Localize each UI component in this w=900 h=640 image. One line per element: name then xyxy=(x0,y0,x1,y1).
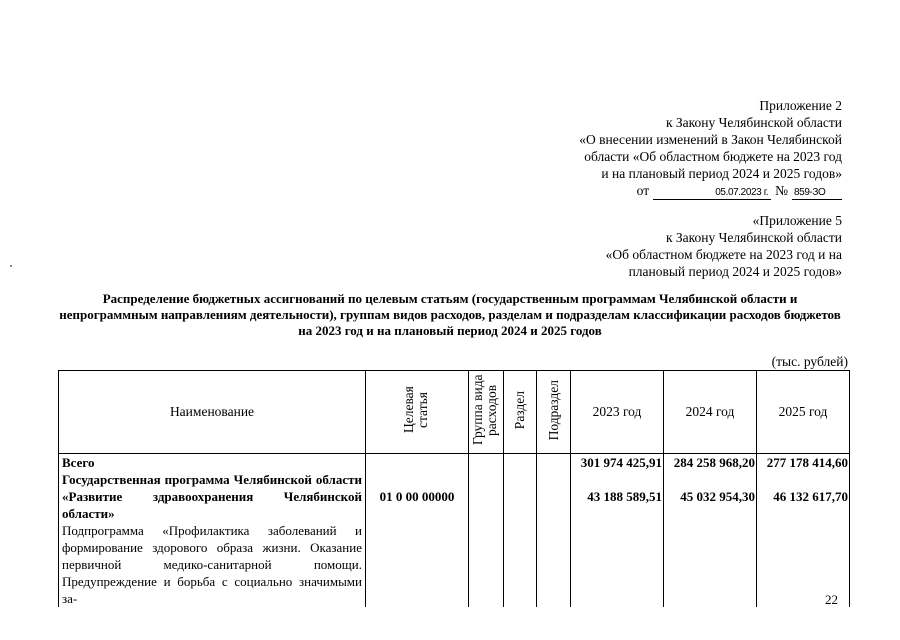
row-total-name: Всего xyxy=(62,455,95,470)
scan-speck xyxy=(10,265,12,267)
subsection-cell xyxy=(537,454,571,608)
row-subprogram-name: Подпрограмма «Профилактика заболеваний и формирование здорового образа жизни. Оказание первичной медико-санитарной помощи. Предупреждение и борьба с социально значимыми за- xyxy=(62,523,362,606)
total-2023: 301 974 425,91 xyxy=(580,455,662,470)
target-article-cell xyxy=(366,454,469,608)
total-2024: 284 258 968,20 xyxy=(673,455,755,470)
document-title: Распределение бюджетных ассигнований по целевым статьям (государственным программам Челябинской области и непрограммным направлениям деятельности), группам видов расходов, разделам и подразделам классификации расходов бюджетов на 2023 год и на плановый период 2024 и 2025 годов xyxy=(59,291,841,338)
header-section: Раздел xyxy=(504,371,537,454)
appendix-2-line: Приложение 2 xyxy=(759,98,842,113)
law-date: 05.07.2023 г. xyxy=(653,187,771,200)
header-name: Наименование xyxy=(59,371,366,454)
appendix-2-line: «О внесении изменений в Закон Челябинской xyxy=(579,132,842,147)
page-number: 22 xyxy=(825,592,838,607)
table-row xyxy=(59,454,850,608)
total-2025: 277 178 414,60 xyxy=(766,455,848,470)
appendix-5-line: «Приложение 5 xyxy=(752,213,842,228)
budget-table xyxy=(58,370,850,607)
appendix-5-line: плановый период 2024 и 2025 годов» xyxy=(628,264,842,279)
law-reference-line xyxy=(579,182,842,200)
row-program-name: Государственная программа Челябинской области «Развитие здравоохранения Челябинской области» xyxy=(62,472,362,521)
appendix-2-line: и на плановый период 2024 и 2025 годов» xyxy=(601,166,842,181)
table-header-row xyxy=(59,371,850,454)
program-2025: 46 132 617,70 xyxy=(773,489,848,504)
appendix-2-line: области «Об областном бюджете на 2023 год xyxy=(584,149,842,164)
units-label: (тыс. рублей) xyxy=(771,354,848,369)
appendix-5-line: к Закону Челябинской области xyxy=(665,230,842,245)
header-expense-group: Группа вида расходов xyxy=(469,371,504,454)
number-label: № xyxy=(775,183,788,198)
expense-group-cell xyxy=(469,454,504,608)
amount-2023-cell xyxy=(571,454,664,608)
amount-2024-cell xyxy=(664,454,757,608)
appendix-2-line: к Закону Челябинской области xyxy=(665,115,842,130)
amount-2025-cell xyxy=(757,454,850,608)
program-2023: 43 188 589,51 xyxy=(587,489,662,504)
appendix-5-line: «Об областном бюджете на 2023 год и на xyxy=(605,247,842,262)
appendix-2-header xyxy=(579,97,842,200)
program-code: 01 0 00 00000 xyxy=(379,489,455,504)
header-2024: 2024 год xyxy=(664,371,757,454)
section-cell xyxy=(504,454,537,608)
from-label: от xyxy=(636,183,650,198)
law-number: 859-ЗО xyxy=(792,187,842,200)
appendix-5-header xyxy=(606,212,842,280)
header-subsection: Подраздел xyxy=(537,371,571,454)
header-target-article: Целевая статья xyxy=(366,371,469,454)
header-2023: 2023 год xyxy=(571,371,664,454)
program-2024: 45 032 954,30 xyxy=(680,489,755,504)
name-cell xyxy=(59,454,366,608)
header-2025: 2025 год xyxy=(757,371,850,454)
